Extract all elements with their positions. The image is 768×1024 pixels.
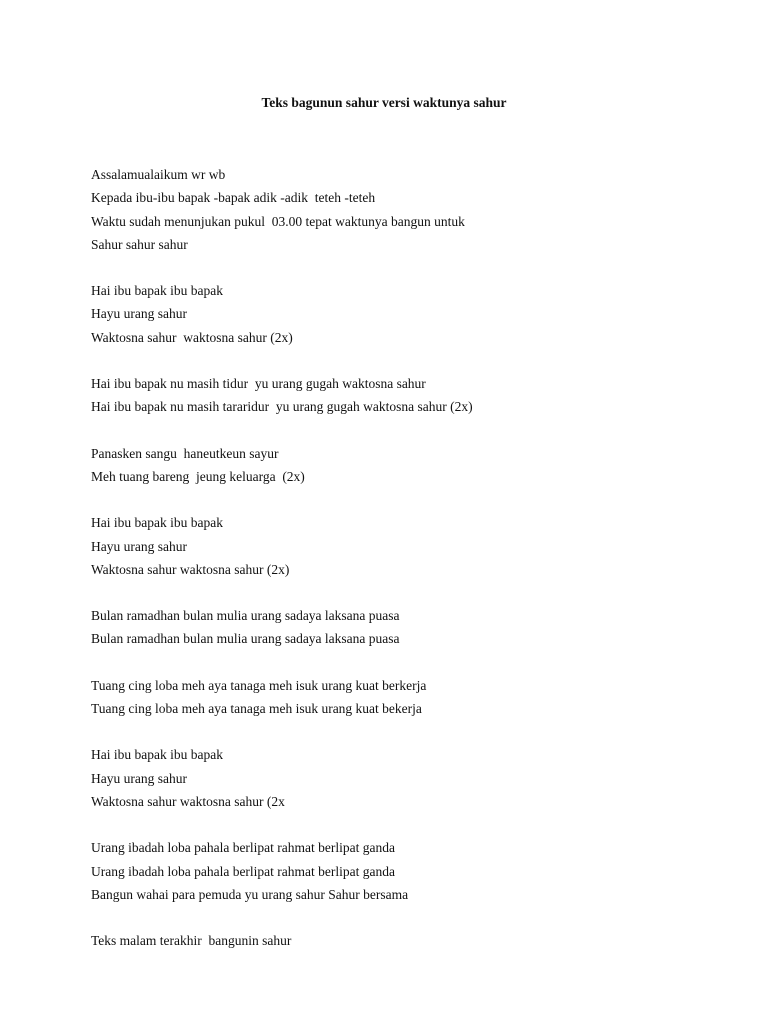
- text-line: Waktu sudah menunjukan pukul 03.00 tepat waktunya bangun untuk: [91, 213, 465, 229]
- text-line: Bangun wahai para pemuda yu urang sahur Sahur bersama: [91, 886, 409, 902]
- text-line: Tuang cing loba meh aya tanaga meh isuk urang kuat bekerja: [91, 701, 422, 717]
- stanza: [91, 743, 711, 813]
- stanza: [91, 442, 711, 489]
- text-line: Waktosna sahur waktosna sahur (2x): [91, 561, 290, 577]
- text-line: Teks malam terakhir bangunin sahur: [91, 933, 292, 949]
- text-line: Bulan ramadhan bulan mulia urang sadaya laksana puasa: [91, 608, 400, 624]
- text-line: Panasken sangu haneutkeun sayur: [91, 445, 279, 461]
- text-line: Hayu urang sahur: [91, 306, 187, 322]
- text-line: Hai ibu bapak ibu bapak: [91, 747, 223, 763]
- text-line: Tuang cing loba meh aya tanaga meh isuk urang kuat berkerja: [91, 677, 427, 693]
- stanza: [91, 372, 711, 419]
- text-line: Hayu urang sahur: [91, 538, 187, 554]
- text-line: Waktosna sahur waktosna sahur (2x: [91, 793, 285, 809]
- text-line: Urang ibadah loba pahala berlipat rahmat berlipat ganda: [91, 840, 395, 856]
- text-line: Hai ibu bapak ibu bapak: [91, 515, 223, 531]
- text-line: Sahur sahur sahur: [91, 236, 188, 252]
- stanza: [91, 929, 711, 952]
- text-line: Hai ibu bapak ibu bapak: [91, 283, 223, 299]
- stanza: [91, 279, 711, 349]
- text-line: Bulan ramadhan bulan mulia urang sadaya laksana puasa: [91, 631, 400, 647]
- text-line: Hai ibu bapak nu masih tidur yu urang gugah waktosna sahur: [91, 376, 426, 392]
- document-body: [91, 163, 711, 975]
- text-line: Meh tuang bareng jeung keluarga (2x): [91, 468, 305, 484]
- text-line: Hai ibu bapak nu masih tararidur yu urang gugah waktosna sahur (2x): [91, 399, 473, 415]
- text-line: Waktosna sahur waktosna sahur (2x): [91, 329, 293, 345]
- text-line: Hayu urang sahur: [91, 770, 187, 786]
- stanza: [91, 674, 711, 721]
- text-line: Urang ibadah loba pahala berlipat rahmat berlipat ganda: [91, 863, 395, 879]
- stanza: [91, 511, 711, 581]
- text-line: Kepada ibu-ibu bapak -bapak adik -adik teteh -teteh: [91, 190, 376, 206]
- text-line: Assalamualaikum wr wb: [91, 167, 226, 182]
- stanza: [91, 604, 711, 651]
- document-title: Teks bagunun sahur versi waktunya sahur: [261, 95, 507, 110]
- stanza: [91, 836, 711, 906]
- stanza: [91, 163, 711, 256]
